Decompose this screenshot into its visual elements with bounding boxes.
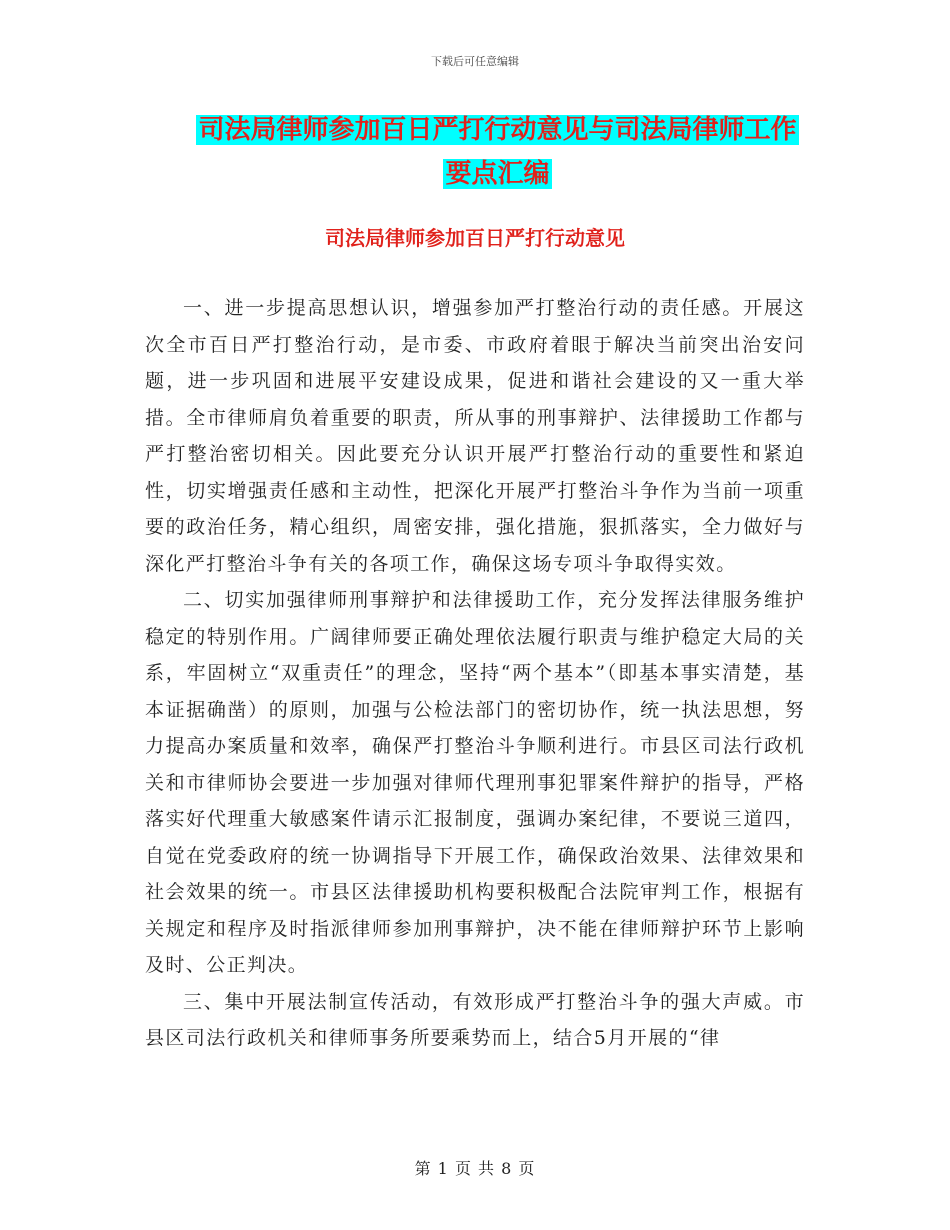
page-number: 第 1 页 共 8 页 — [414, 1159, 536, 1178]
paragraph-1: 一、进一步提高思想认识，增强参加严打整治行动的责任感。开展这次全市百日严打整治行动，是市委、市政府着眼于解决当前突出治安问题，进一步巩固和进展平安建设成果，促进和谐社会建设的又一重大举措。全市律师肩负着重要的职责，所从事的刑事辩护、法律援助工作都与严打整治密切相关。因此要充分认识开展严打整治行动的重要性和紧迫性，切实增强责任感和主动性，把深化开展严打整治斗争作为当前一项重要的政治任务，精心组织，周密安排，强化措施，狠抓落实，全力做好与深化严打整治斗争有关的各项工作，确保这场专项斗争取得实效。 — [145, 297, 805, 575]
paragraph-3: 三、集中开展法制宣传活动，有效形成严打整治斗争的强大声威。市县区司法行政机关和律师事务所要乘势而上，结合5月开展的“律 — [145, 990, 805, 1049]
paragraph-2: 二、切实加强律师刑事辩护和法律援助工作，充分发挥法律服务维护稳定的特别作用。广阔律师要正确处理依法履行职责与维护稳定大局的关系，牢固树立“双重责任”的理念，坚持“两个基本”（即基本事实清楚，基本证据确凿）的原则，加强与公检法部门的密切协作，统一执法思想，努力提高办案质量和效率，确保严打整治斗争顺利进行。市县区司法行政机关和市律师协会要进一步加强对律师代理刑事犯罪案件辩护的指导，严格落实好代理重大敏感案件请示汇报制度，强调办案纪律，不要说三道四，自觉在党委政府的统一协调指导下开展工作，确保政治效果、法律效果和社会效果的统一。市县区法律援助机构要积极配合法院审判工作，根据有关规定和程序及时指派律师参加刑事辩护，决不能在律师辩护环节上影响及时、公正判决。 — [145, 589, 805, 976]
section-title: 司法局律师参加百日严打行动意见 — [325, 226, 625, 250]
document-title-line-2: 要点汇编 — [445, 159, 550, 189]
document-title-line-1: 司法局律师参加百日严打行动意见与司法局律师工作 — [198, 115, 797, 145]
document-body — [145, 290, 805, 1057]
document-title — [145, 108, 850, 196]
header-note: 下载后可任意编辑 — [431, 55, 519, 68]
